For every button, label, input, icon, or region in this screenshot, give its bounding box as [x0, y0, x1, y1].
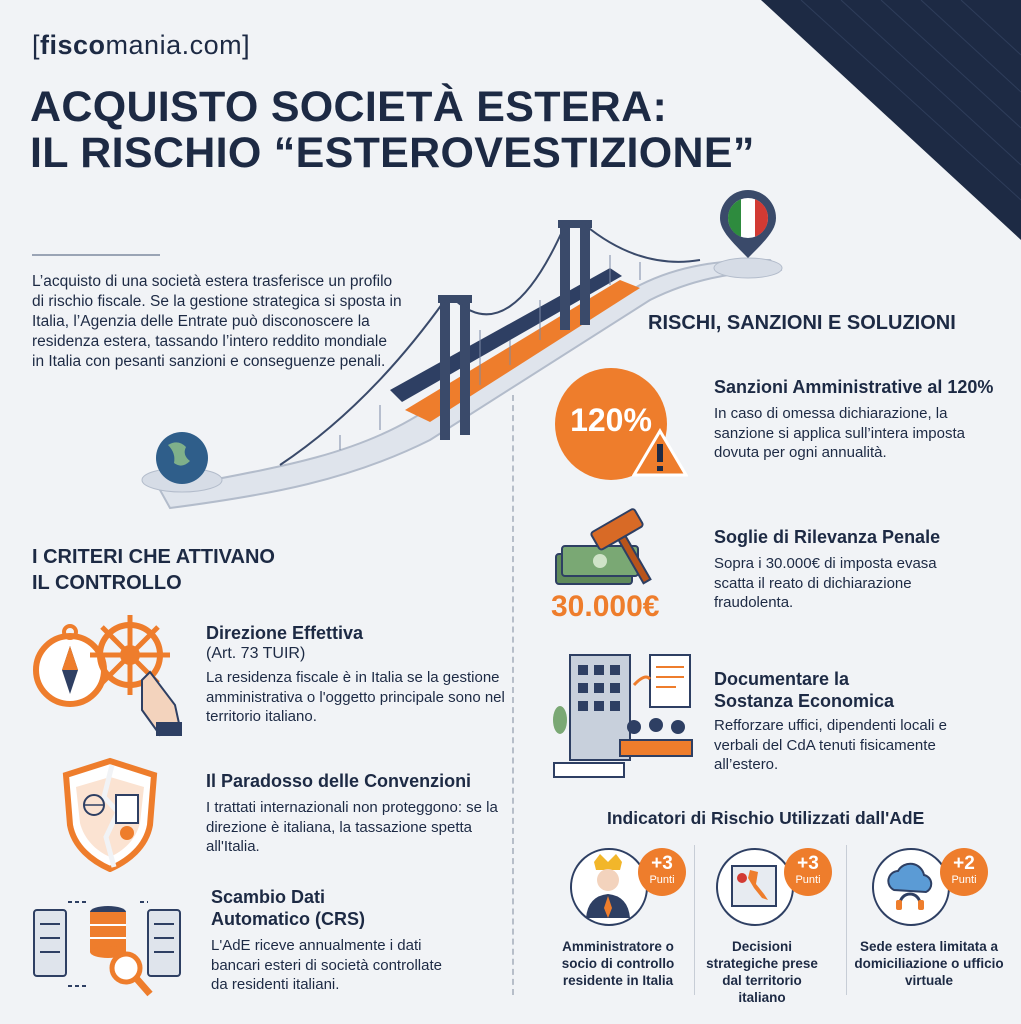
logo-bracket-close: ]: [242, 30, 251, 60]
risk-item-title-line-1: Documentare la: [714, 669, 850, 689]
risk-item-soglie: [714, 526, 1004, 613]
points-value: +2: [953, 853, 975, 874]
points-label: Punti: [951, 874, 977, 886]
brand-logo[interactable]: [32, 30, 250, 61]
points-badge: [940, 848, 988, 896]
risk-item-text: Sopra i 30.000€ di imposta evasa scatta il reato di dichiarazione fraudolenta.: [714, 555, 937, 611]
points-badge: [638, 848, 686, 896]
warning-icon: [632, 428, 688, 478]
criteria-item-text: L'AdE riceve annualmente i dati bancari esteri di società controllate da residenti italiani.: [211, 937, 442, 993]
points-label: Punti: [795, 874, 821, 886]
criteria-item-title-line-1: Scambio Dati: [211, 887, 326, 907]
title-line-2: IL RISCHIO “ESTEROVESTIZIONE”: [30, 129, 755, 177]
italy-map-icon: [726, 858, 782, 914]
broken-shield-icon: [60, 757, 160, 872]
office-meeting-icon: [550, 645, 700, 785]
criteria-item-subtitle: (Art. 73 TUIR): [206, 645, 306, 662]
points-value: +3: [797, 853, 819, 874]
sanction-percent-label: 120%: [570, 402, 652, 438]
indicator-item: [548, 938, 688, 989]
criteria-item-convenzioni: [206, 770, 506, 857]
criteria-item-title-line-2: Automatico (CRS): [211, 909, 365, 929]
risk-item-title: Sanzioni Amministrative al 120%: [714, 377, 994, 397]
column-divider: [512, 395, 514, 995]
points-badge: [784, 848, 832, 896]
criteria-title-line-2: IL CONTROLLO: [32, 572, 182, 594]
criteria-title-line-1: I CRITERI CHE ATTIVANO: [32, 546, 275, 568]
bridge-illustration: [140, 190, 800, 520]
compass-helm-icon: [30, 610, 185, 740]
logo-bold-text: fisco: [40, 30, 106, 60]
title-line-1: ACQUISTO SOCIETÀ ESTERA:: [30, 83, 668, 131]
risk-item-title: Soglie di Rilevanza Penale: [714, 527, 941, 547]
criteria-item-text: I trattati internazionali non proteggono: se la direzione è italiana, la tassazione spetta all'Italia.: [206, 799, 498, 855]
risk-indicators-title: Indicatori di Rischio Utilizzati dall'AdE: [607, 808, 925, 828]
indicator-item: [854, 938, 1004, 989]
indicator-separator: [694, 845, 695, 995]
criteria-item-title: Il Paradosso delle Convenzioni: [206, 771, 472, 791]
crowned-manager-icon: [580, 852, 636, 922]
cloud-headset-icon: [882, 860, 938, 912]
criteria-section-title: [32, 544, 275, 596]
risk-item-text: In caso di omessa dichiarazione, la sanzione si applica sull’intera imposta dovuta per ogni annualità.: [714, 405, 965, 461]
indicator-label: Decisioni strategiche prese dal territorio italiano: [706, 939, 818, 1005]
criteria-item-crs: [211, 886, 511, 995]
risk-item-title-line-2: Sostanza Economica: [714, 691, 895, 711]
indicator-separator: [846, 845, 847, 995]
penal-threshold-label: 30.000€: [551, 590, 660, 623]
corner-decoration: [761, 0, 1021, 240]
indicator-label: Amministratore o socio di controllo residente in Italia: [561, 939, 675, 988]
criteria-item-title: Direzione Effettiva: [206, 623, 364, 643]
page-title: [30, 84, 755, 176]
indicator-label: Sede estera limitata a domiciliazione o ufficio virtuale: [854, 939, 1004, 988]
points-label: Punti: [649, 874, 675, 886]
risk-item-sostanza: [714, 668, 1004, 775]
indicator-item: [700, 938, 824, 1006]
criteria-item-text: La residenza fiscale è in Italia se la gestione amministrativa o l'oggetto principale sono nel territorio italiano.: [206, 669, 505, 725]
data-exchange-icon: [30, 890, 190, 1000]
logo-domain-text: mania.com: [105, 30, 243, 60]
risks-section-title: RISCHI, SANZIONI E SOLUZIONI: [648, 312, 956, 334]
points-value: +3: [651, 853, 673, 874]
risk-item-text: Refforzare uffici, dipendenti locali e verbali del CdA tenuti fisicamente all’estero.: [714, 717, 947, 773]
gavel-money-icon: [552, 508, 692, 592]
criteria-item-direzione: [206, 622, 506, 727]
intro-paragraph: L’acquisto di una società estera trasferisce un profilo di rischio fiscale. Se la gestione strategica si sposta in Italia, l’Agenzia delle Entrate può disconoscere la residenza estera, tassando l’intero reddito mondiale in Italia con pesanti sanzioni e conseguenze penali.: [32, 273, 402, 370]
risk-item-sanzioni: [714, 376, 1004, 463]
logo-bracket-open: [: [32, 30, 41, 60]
